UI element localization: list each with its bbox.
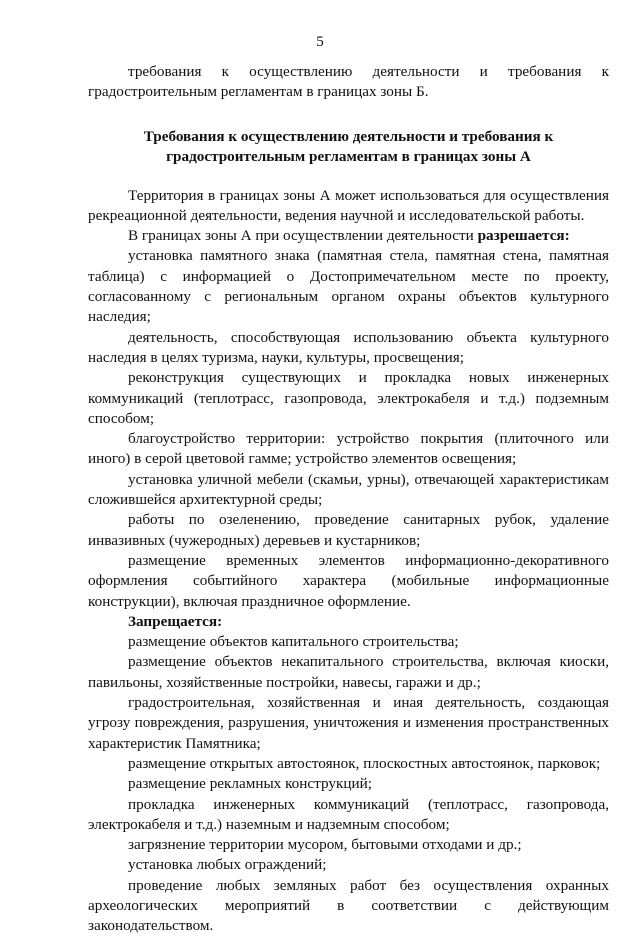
allowed-item: деятельность, способствующая использованию объекта культурного наследия в целях туризма, науки, культуры, просвещения; (88, 328, 609, 366)
forbidden-item: проведение любых земляных работ без осуществления охранных археологических мероприятий в соответствии с действующим законодательством. (88, 876, 609, 935)
page-number: 5 (316, 34, 324, 50)
allowed-item: реконструкция существующих и прокладка новых инженерных коммуникаций (теплотрасс, газопровода, электрокабеля и т.д.) подземным способом; (88, 369, 609, 427)
forbidden-keyword: Запрещается: (128, 612, 223, 630)
allowed-item: размещение временных элементов информационно-декоративного оформления событийного характера (мобильные информационные конструкции), включая праздничное оформление. (88, 551, 609, 610)
territory-paragraph: Территория в границах зоны А может использоваться для осуществления рекреационной деятельности, ведения научной и исследовательской работы. (88, 186, 609, 224)
forbidden-item: размещение открытых автостоянок, плоскостных автостоянок, парковок; (128, 754, 601, 772)
allowed-heading-paragraph (88, 226, 609, 246)
section-heading (108, 127, 589, 167)
intro-paragraph (88, 62, 609, 103)
intro-line-2: градостроительным регламентам в границах зоны Б. (88, 83, 429, 101)
forbidden-item: загрязнение территории мусором, бытовыми отходами и др.; (128, 836, 522, 854)
heading-line-2: градостроительным регламентам в границах зоны А (166, 147, 531, 165)
heading-line-1: Требования к осуществлению деятельности и требования к (143, 127, 554, 145)
allowed-item: благоустройство территории: устройство покрытия (плиточного или иного) в серой цветовой гамме; устройство элементов освещения; (88, 430, 609, 468)
forbidden-item: размещение объектов капитального строительства; (128, 633, 459, 651)
forbidden-item: прокладка инженерных коммуникаций (теплотрасс, газопровода, электрокабеля и т.д.) наземным и надземным способом; (88, 795, 609, 833)
intro-line-1: требования к осуществлению деятельности и требования к (128, 63, 609, 80)
forbidden-item: градостроительная, хозяйственная и иная деятельность, создающая угрозу повреждения, разрушения, уничтожения и изменения пространственных характеристик Памятника; (88, 694, 609, 752)
allowed-item: работы по озеленению, проведение санитарных рубок, удаление инвазивных (чужеродных) деревьев и кустарников; (88, 511, 609, 549)
allowed-item: установка уличной мебели (скамьи, урны), отвечающей характеристикам сложившейся архитектурной среды; (88, 470, 609, 509)
allowed-item: установка памятного знака (памятная стела, памятная стена, памятная таблица) с информацией о Достопримечательном месте по проекту, согласованному с региональным органом охраны объектов культурного наследия; (88, 247, 609, 326)
forbidden-item: установка любых ограждений; (128, 856, 327, 874)
allowed-lead-text: В границах зоны А при осуществлении деятельности (128, 227, 474, 245)
document-body (88, 62, 609, 937)
forbidden-item: размещение рекламных конструкций; (128, 775, 372, 793)
forbidden-item: размещение объектов некапитального строительства, включая киоски, павильоны, хозяйственные постройки, навесы, гаражи и др.; (88, 653, 609, 691)
allowed-keyword: разрешается: (477, 227, 570, 245)
